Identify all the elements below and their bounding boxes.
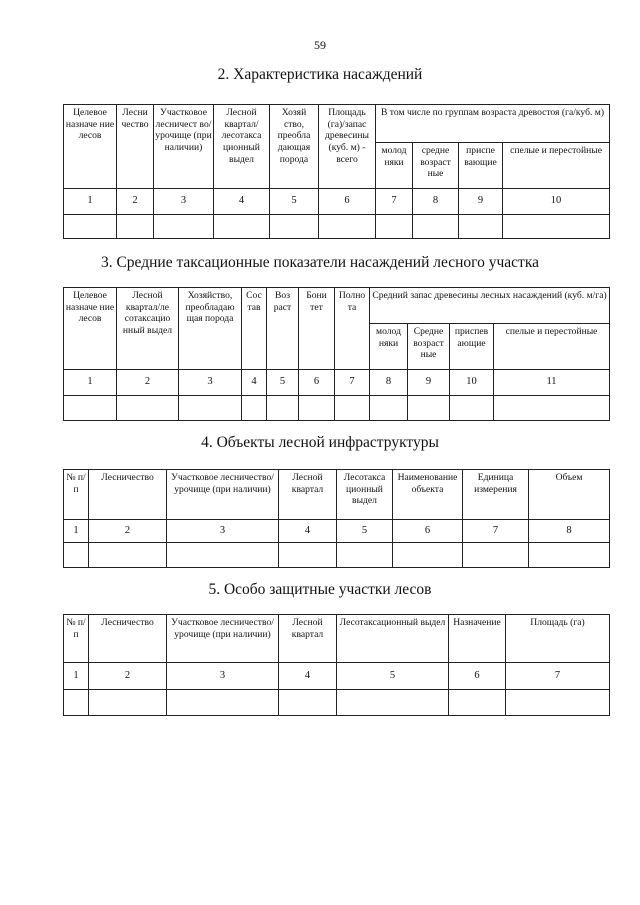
column-number: 6 [393, 520, 463, 543]
empty-data-row [64, 690, 610, 716]
column-number: 1 [64, 663, 89, 690]
empty-cell [393, 543, 463, 568]
column-number: 6 [299, 370, 335, 396]
column-number: 5 [337, 663, 449, 690]
column-number: 1 [64, 520, 89, 543]
header-forestry: Лесни чество [117, 105, 154, 189]
header-area: Площадь (га) [506, 615, 610, 663]
empty-cell [89, 690, 167, 716]
column-number: 4 [279, 520, 337, 543]
header-volume: Объем [529, 470, 610, 520]
header-purpose: Целевое назначе ние лесов [64, 105, 117, 189]
empty-data-row [64, 396, 610, 421]
empty-cell [449, 690, 506, 716]
header-avg-stock: Средний запас древесины лесных насаждений (куб. м/га) [370, 288, 610, 324]
empty-cell [319, 215, 376, 239]
empty-cell [337, 543, 393, 568]
column-number: 2 [89, 520, 167, 543]
column-number: 2 [89, 663, 167, 690]
column-number: 3 [179, 370, 242, 396]
column-number: 7 [376, 189, 413, 215]
header-district-forestry: Участковое лесничество/ урочище (при наличии) [167, 470, 279, 520]
header-composition: Сос тав [242, 288, 267, 370]
column-numbers-row [64, 370, 610, 396]
empty-cell [408, 396, 450, 421]
header-density: Полно та [335, 288, 370, 370]
header-quarter: Лесной квартал/ле сотаксацио нный выдел [117, 288, 179, 370]
header-quarter: Лесной квартал [279, 470, 337, 520]
forest-infrastructure-table [63, 469, 610, 568]
header-ripening: приспе вающие [459, 143, 503, 189]
empty-cell [279, 543, 337, 568]
section-2-title: 2. Характеристика насаждений [217, 66, 423, 83]
column-number: 4 [279, 663, 337, 690]
header-mature: спелые и перестойные [494, 324, 610, 370]
section-3-title: 3. Средние таксационные показатели насаждений лесного участка [100, 254, 540, 271]
empty-cell [529, 543, 610, 568]
empty-cell [214, 215, 270, 239]
header-district-forestry: Участковое лесничест во/урочище (при наличии) [154, 105, 214, 189]
column-number: 5 [267, 370, 299, 396]
empty-cell [337, 690, 449, 716]
header-quarter: Лесной квартал [279, 615, 337, 663]
empty-cell [117, 396, 179, 421]
empty-cell [64, 690, 89, 716]
column-number: 2 [117, 189, 154, 215]
header-middle-aged: Средне возраст ные [408, 324, 450, 370]
empty-cell [179, 396, 242, 421]
empty-cell [167, 690, 279, 716]
empty-cell [506, 690, 610, 716]
column-number: 8 [413, 189, 459, 215]
header-area-stock: Площадь (га)/запас древесины (куб. м) - всего [319, 105, 376, 189]
column-number: 6 [449, 663, 506, 690]
column-numbers-row [64, 520, 610, 543]
empty-data-row [64, 543, 610, 568]
empty-cell [450, 396, 494, 421]
section-4-title: 4. Объекты лесной инфраструктуры [201, 434, 439, 451]
header-row-number: № п/п [64, 470, 89, 520]
header-taxation-unit: Лесотакса ционный выдел [337, 470, 393, 520]
header-bonitet: Бони тет [299, 288, 335, 370]
header-purpose: Целевое назначе ние лесов [64, 288, 117, 370]
empty-cell [370, 396, 408, 421]
empty-cell [335, 396, 370, 421]
column-number: 1 [64, 189, 117, 215]
empty-cell [494, 396, 610, 421]
empty-cell [463, 543, 529, 568]
column-number: 5 [270, 189, 319, 215]
page-number: 59 [314, 38, 326, 52]
column-number: 5 [337, 520, 393, 543]
empty-cell [503, 215, 610, 239]
column-number: 7 [335, 370, 370, 396]
column-numbers-row [64, 189, 610, 215]
header-dominant-species: Хозяй ство, преобла дающая порода [270, 105, 319, 189]
column-number: 7 [463, 520, 529, 543]
column-number: 4 [242, 370, 267, 396]
empty-cell [117, 215, 154, 239]
column-number: 11 [494, 370, 610, 396]
plantings-characteristics-table [63, 104, 610, 239]
column-number: 3 [167, 520, 279, 543]
header-age-groups: В том числе по группам возраста древостоя (га/куб. м) [376, 105, 610, 143]
header-age: Воз раст [267, 288, 299, 370]
empty-cell [89, 543, 167, 568]
column-number: 8 [529, 520, 610, 543]
column-number: 2 [117, 370, 179, 396]
header-quarter: Лесной квартал/ лесотакса ционный выдел [214, 105, 270, 189]
header-forestry: Лесничество [89, 615, 167, 663]
column-number: 6 [319, 189, 376, 215]
column-number: 9 [459, 189, 503, 215]
column-number: 10 [450, 370, 494, 396]
taxation-indicators-table [63, 287, 610, 421]
column-numbers-row [64, 663, 610, 690]
empty-cell [64, 396, 117, 421]
column-number: 8 [370, 370, 408, 396]
empty-cell [64, 215, 117, 239]
header-young: молод няки [376, 143, 413, 189]
column-number: 7 [506, 663, 610, 690]
empty-cell [167, 543, 279, 568]
column-number: 3 [154, 189, 214, 215]
column-number: 3 [167, 663, 279, 690]
header-forestry: Лесничество [89, 470, 167, 520]
empty-cell [413, 215, 459, 239]
column-number: 1 [64, 370, 117, 396]
column-number: 4 [214, 189, 270, 215]
header-middle-aged: средне возраст ные [413, 143, 459, 189]
empty-cell [459, 215, 503, 239]
header-taxation-unit: Лесотаксационный выдел [337, 615, 449, 663]
header-ripening: приспев ающие [450, 324, 494, 370]
special-protected-areas-table [63, 614, 610, 716]
empty-cell [154, 215, 214, 239]
header-farm-species: Хозяйство, преобладаю щая порода [179, 288, 242, 370]
empty-cell [64, 543, 89, 568]
header-object-name: Наименование объекта [393, 470, 463, 520]
empty-cell [376, 215, 413, 239]
header-purpose: Назначение [449, 615, 506, 663]
empty-data-row [64, 215, 610, 239]
header-row-number: № п/п [64, 615, 89, 663]
header-district-forestry: Участковое лесничество/урочище (при наличии) [167, 615, 279, 663]
section-5-title: 5. Особо защитные участки лесов [208, 581, 432, 598]
empty-cell [270, 215, 319, 239]
empty-cell [267, 396, 299, 421]
header-mature: спелые и перестойные [503, 143, 610, 189]
empty-cell [279, 690, 337, 716]
column-number: 9 [408, 370, 450, 396]
header-young: молод няки [370, 324, 408, 370]
header-unit: Единица измерения [463, 470, 529, 520]
column-number: 10 [503, 189, 610, 215]
empty-cell [299, 396, 335, 421]
empty-cell [242, 396, 267, 421]
